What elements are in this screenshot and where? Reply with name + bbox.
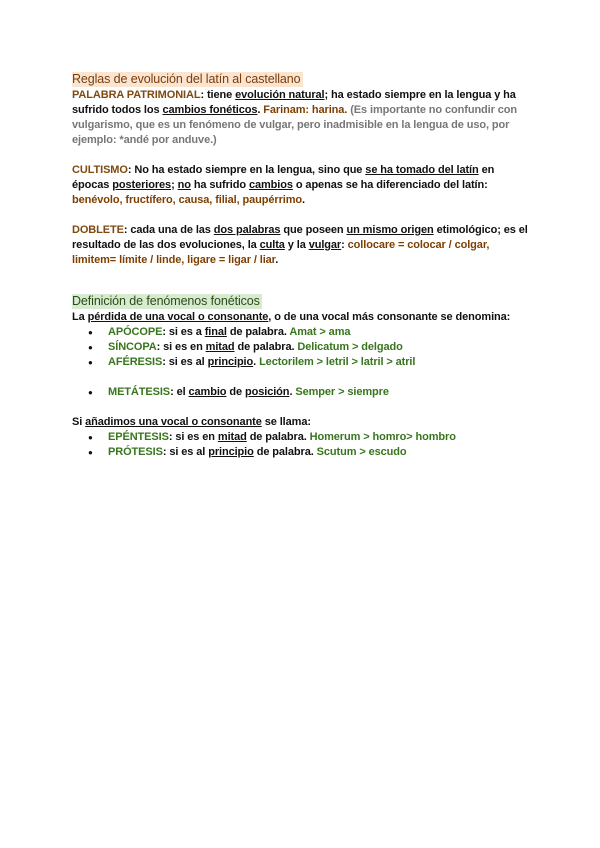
text: ; ha estado siempre en la lengua y ha sufrido todos los bbox=[72, 89, 516, 116]
text: . bbox=[257, 104, 264, 116]
example-text: Homerum > homro> hombro bbox=[309, 431, 456, 443]
text: : el bbox=[170, 386, 189, 398]
text: : si es al bbox=[162, 356, 208, 368]
text: La bbox=[72, 311, 88, 323]
paragraph-patrimonial bbox=[72, 88, 532, 148]
paragraph-doblete bbox=[72, 223, 532, 268]
text: de palabra. bbox=[234, 341, 298, 353]
text: etimológico; es el resultado de las dos evoluciones, la bbox=[72, 224, 528, 251]
list-item-apocope bbox=[108, 325, 532, 340]
underlined-text: un mismo origen bbox=[346, 224, 434, 236]
text: . bbox=[275, 254, 279, 266]
underlined-text: principio bbox=[207, 356, 254, 368]
text: se llama: bbox=[261, 416, 311, 428]
list-item-epentesis bbox=[108, 430, 532, 445]
underlined-text: cambios bbox=[248, 179, 293, 191]
list-metatesis bbox=[72, 385, 532, 400]
example-text: collocare = colocar / colgar, limitem= límite / linde, ligare = ligar / liar bbox=[72, 239, 490, 266]
text: : si es al bbox=[162, 446, 209, 458]
term: APÓCOPE bbox=[108, 326, 163, 338]
term: SÍNCOPA bbox=[108, 341, 157, 353]
list-add bbox=[72, 430, 532, 460]
text: y la bbox=[284, 239, 309, 251]
underlined-text: se ha tomado del latín bbox=[365, 164, 479, 176]
paragraph-add-intro bbox=[72, 415, 532, 430]
text: Si bbox=[72, 416, 86, 428]
text: : si es a bbox=[162, 326, 205, 338]
example-text: Scutum > escudo bbox=[316, 446, 407, 458]
underlined-text: culta bbox=[259, 239, 285, 251]
section-evolution bbox=[72, 72, 532, 268]
underlined-text: evolución natural bbox=[235, 89, 325, 101]
text: : si es en bbox=[156, 341, 206, 353]
text: , o de una vocal más consonante se denomina: bbox=[268, 311, 511, 323]
list-item-sincopa bbox=[108, 340, 532, 355]
text: que poseen bbox=[280, 224, 347, 236]
underlined-text: pérdida de una vocal o consonante bbox=[87, 311, 269, 323]
text: o apenas se ha diferenciado del latín: bbox=[292, 179, 488, 191]
underlined-text: cambio bbox=[188, 386, 227, 398]
list-item-aferesis bbox=[108, 355, 532, 370]
paragraph-loss-intro bbox=[72, 310, 532, 325]
text: . bbox=[289, 386, 296, 398]
text: ; bbox=[171, 179, 178, 191]
text: . bbox=[253, 356, 260, 368]
term: EPÉNTESIS bbox=[108, 431, 169, 443]
text: de palabra. bbox=[246, 431, 310, 443]
section-title-evolution: Reglas de evolución del latín al castellano bbox=[72, 72, 301, 86]
text: de bbox=[226, 386, 245, 398]
section-phonetic bbox=[72, 294, 532, 460]
underlined-text: no bbox=[177, 179, 191, 191]
underlined-text: vulgar bbox=[308, 239, 342, 251]
text: : bbox=[341, 239, 348, 251]
term: AFÉRESIS bbox=[108, 356, 163, 368]
text: de palabra. bbox=[253, 446, 317, 458]
example-text: Delicatum > delgado bbox=[297, 341, 403, 353]
underlined-text: cambios fonéticos bbox=[162, 104, 258, 116]
section-title-phonetic: Definición de fenómenos fonéticos bbox=[72, 294, 260, 308]
example-text: Lectorilem > letril > latril > atril bbox=[259, 356, 416, 368]
example-text: benévolo, fructífero, causa, filial, paupérrimo bbox=[72, 194, 303, 206]
underlined-text: posteriores bbox=[112, 179, 172, 191]
note-text: (Es importante no confundir con vulgarismo, que es un fenómeno de vulgar, pero inadmisible en la lengua de uso, por ejemplo: *andé por anduve.) bbox=[72, 104, 518, 146]
term: METÁTESIS bbox=[108, 386, 171, 398]
underlined-text: posición bbox=[245, 386, 290, 398]
underlined-text: final bbox=[204, 326, 227, 338]
underlined-text: añadimos una vocal o consonante bbox=[85, 416, 262, 428]
paragraph-cultismo bbox=[72, 163, 532, 208]
text: : No ha estado siempre en la lengua, sino que bbox=[127, 164, 366, 176]
example-text: Farinam: harina. bbox=[263, 104, 348, 116]
underlined-text: mitad bbox=[217, 431, 247, 443]
underlined-text: mitad bbox=[205, 341, 235, 353]
list-item-protesis bbox=[108, 445, 532, 460]
text: en épocas bbox=[72, 164, 495, 191]
text: : tiene bbox=[200, 89, 236, 101]
text: de palabra. bbox=[226, 326, 290, 338]
example-text: Semper > siempre bbox=[295, 386, 389, 398]
example-text: Amat > ama bbox=[289, 326, 351, 338]
term: PRÓTESIS bbox=[108, 446, 163, 458]
underlined-text: dos palabras bbox=[213, 224, 281, 236]
underlined-text: principio bbox=[208, 446, 254, 458]
text: ha sufrido bbox=[190, 179, 249, 191]
list-item-metatesis bbox=[108, 385, 532, 400]
text: . bbox=[302, 194, 305, 206]
text: : cada una de las bbox=[123, 224, 214, 236]
term-cultismo: CULTISMO bbox=[72, 164, 128, 176]
list-loss bbox=[72, 325, 532, 370]
term-patrimonial: PALABRA PATRIMONIAL bbox=[72, 89, 201, 101]
text: : si es en bbox=[168, 431, 218, 443]
term-doblete: DOBLETE bbox=[72, 224, 124, 236]
